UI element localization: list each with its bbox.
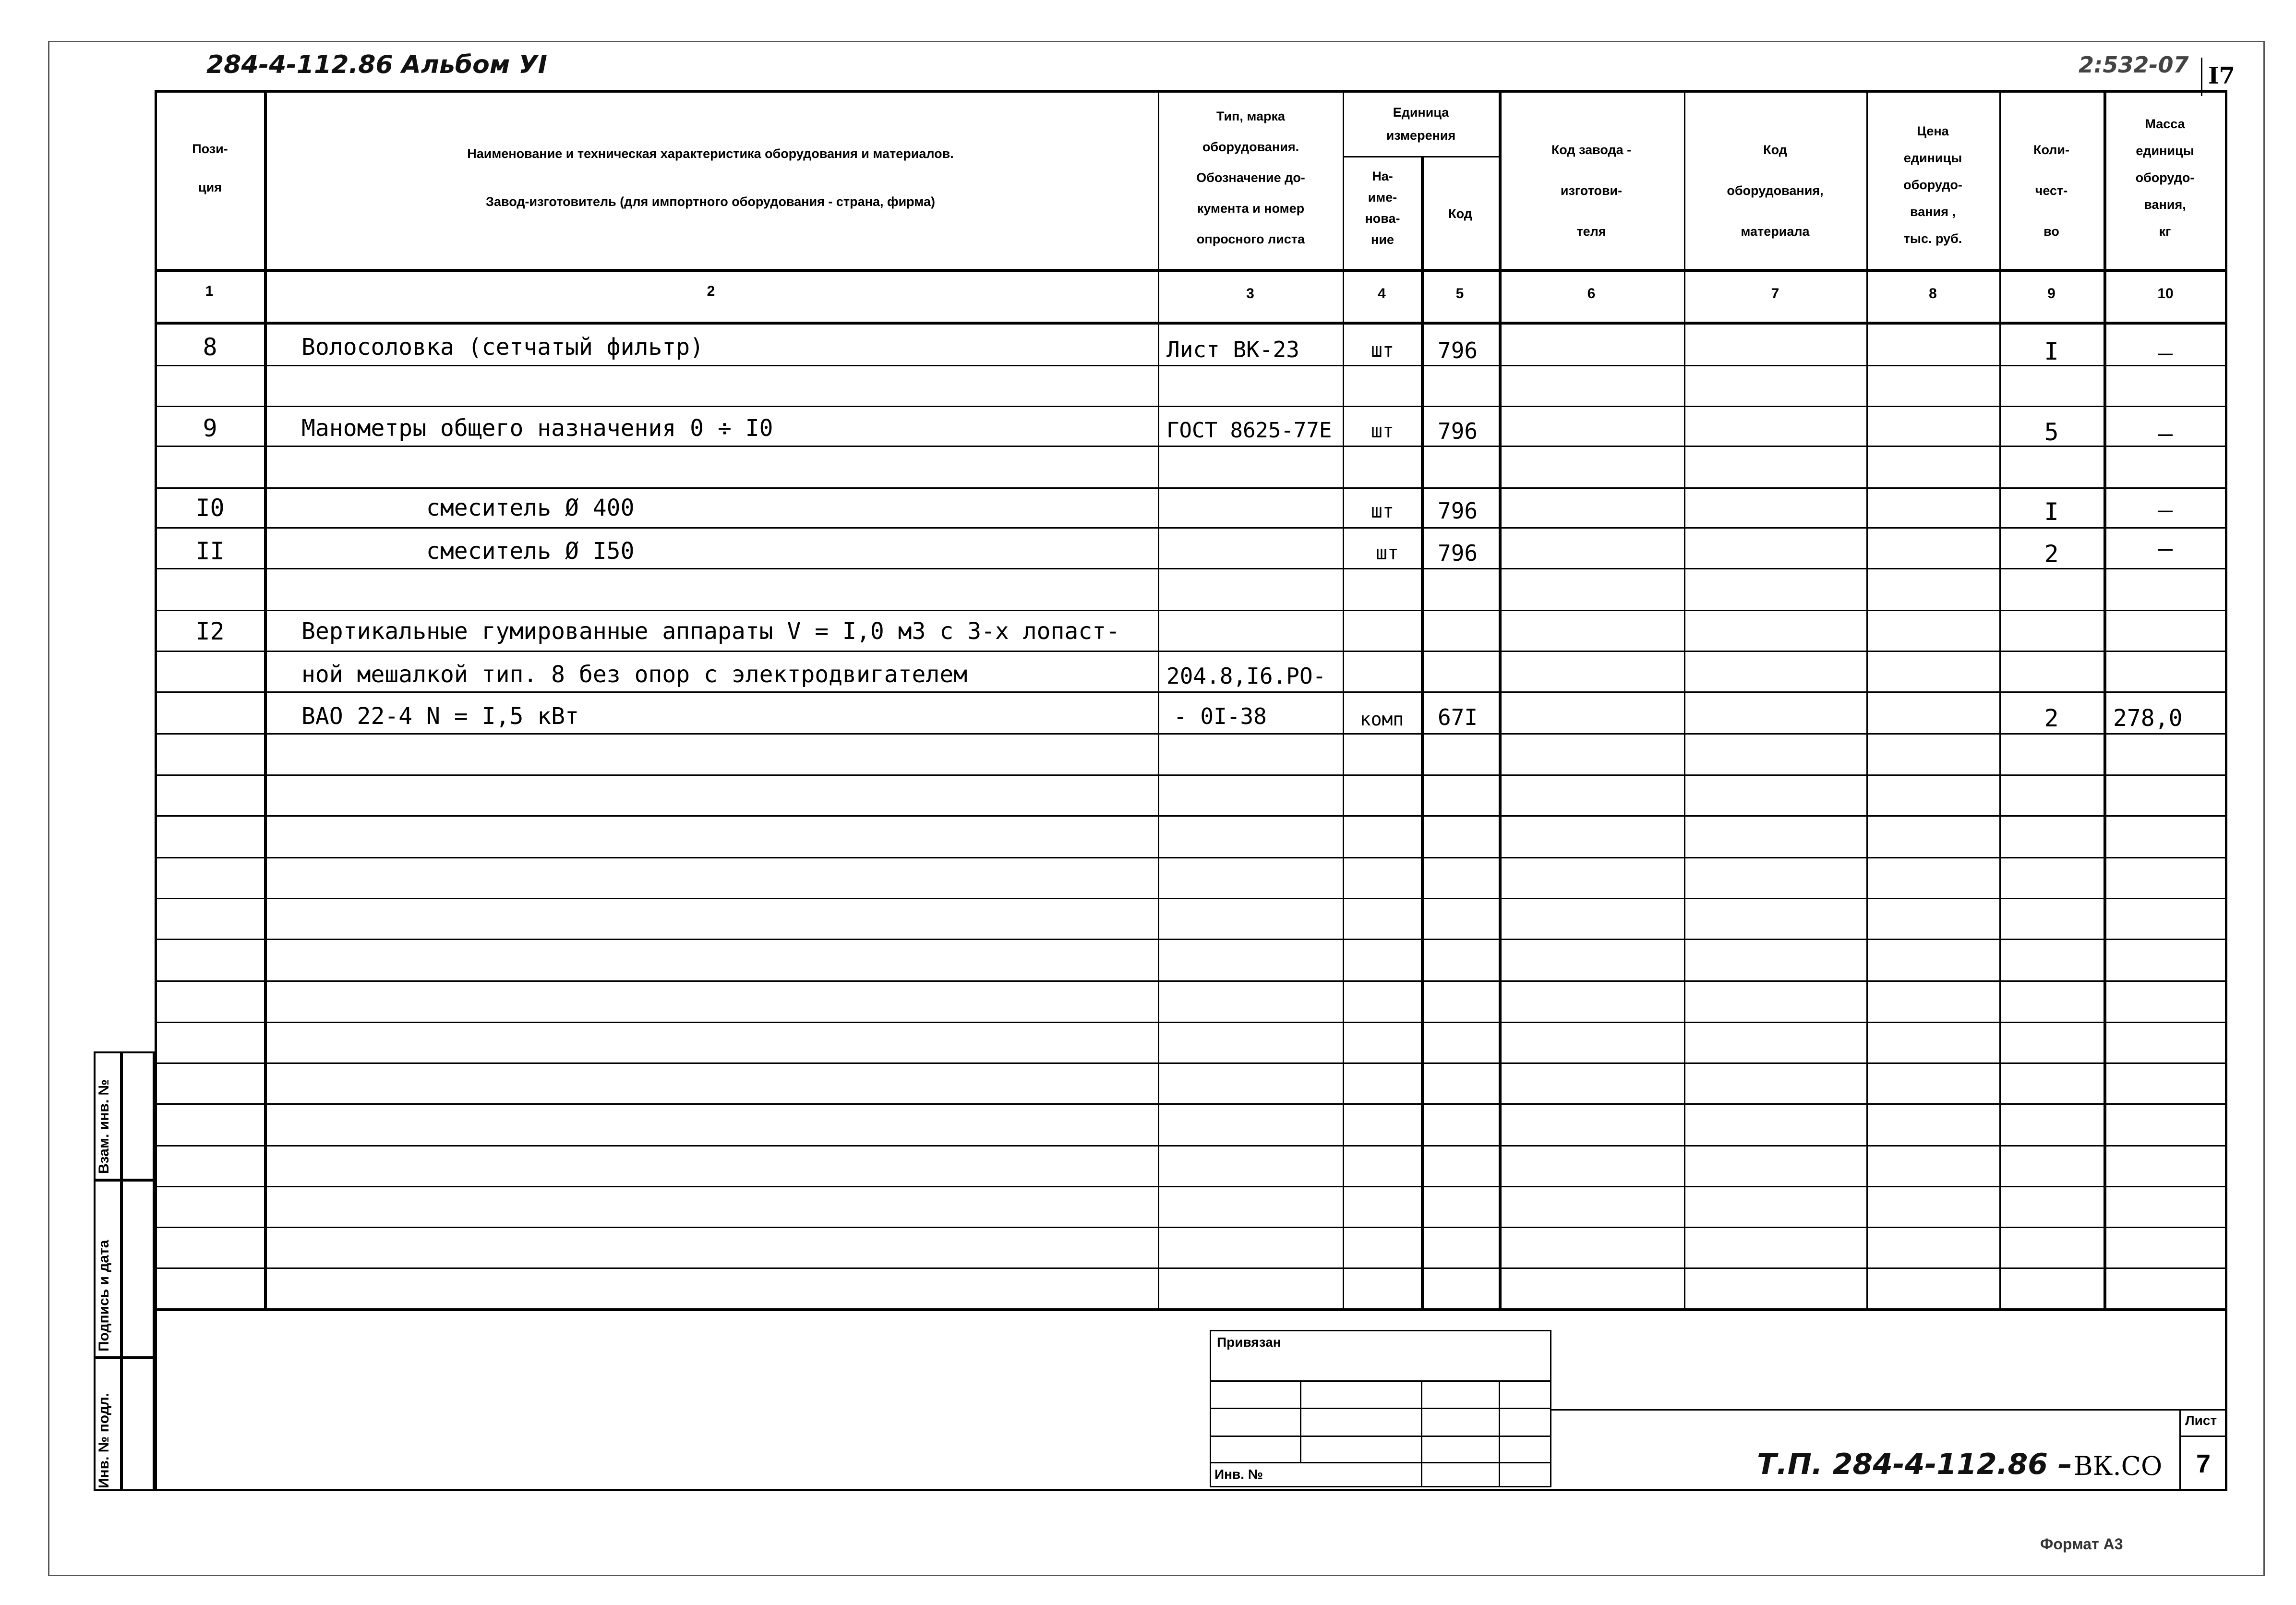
col-number-2: 2 [707,283,715,299]
table-row-qty: I [2044,498,2059,526]
col-number-6: 6 [1587,286,1596,302]
table-row-unit: шт [1370,420,1394,442]
table-row-mass: – [2158,420,2173,447]
header-factory-code: Код завода - изготови- теля [1551,143,1632,239]
table-row-line [155,774,2227,776]
stamp-designation: Т.П. 284-4-112.86 – [1757,1448,2072,1481]
header-name: Наименование и техническая характеристика оборудования и материалов. Завод-изготовитель (для импортного оборудования - страна, фирма) [467,146,954,209]
stamp-sheet-label: Лист [2185,1413,2217,1428]
table-row-code: 796 [1438,540,1478,566]
header-type: Тип, марка оборудования. Обозначение до- кумента и номер опросного листа [1196,109,1305,246]
table-row-line [155,691,2227,693]
table-row-name: ной мешалкой тип. 8 без опор с электродвигателем [301,661,968,688]
table-row-line [155,980,2227,982]
table-row-name: смеситель Ø I50 [426,538,635,565]
table-row-code: 796 [1438,418,1478,444]
col-number-10: 10 [2157,286,2174,302]
table-row-line [155,406,2227,407]
top-right-note: 2:532-07 [2079,52,2189,78]
col-number-9: 9 [2047,286,2056,302]
stamp-inv-no: Инв. № [1214,1467,1263,1482]
table-row-line [155,1267,2227,1269]
table-row-pos: I0 [195,494,225,522]
table-row-unit: шт [1375,542,1399,564]
header-price: Цена единицы оборудо- вания , тыс. руб. [1903,124,1962,246]
table-row-line [155,1103,2227,1105]
table-row-line [155,610,2227,611]
table-row-line [155,651,2227,652]
stamp-privyazan: Привязан [1217,1335,1281,1350]
col-number-4: 4 [1378,286,1386,302]
header-equipment-code: Код оборудования, материала [1727,143,1824,239]
table-row-line [155,815,2227,817]
col-number-3: 3 [1246,286,1254,302]
col-number-8: 8 [1929,286,1937,302]
table-row-qty: 2 [2044,540,2059,568]
stamp-designation-type: ВК.СО [2074,1451,2163,1481]
table-row-code: 67I [1438,704,1478,730]
table-row-unit: шт [1370,339,1394,362]
table-row-line [155,446,2227,447]
table-row-mass: — [2158,534,2173,562]
table-row-qty: 2 [2044,704,2059,732]
table-row-qty: I [2044,338,2059,365]
table-row-line [155,733,2227,735]
table-row-unit: шт [1370,500,1394,522]
table-row-name: Вертикальные гумированные аппараты V = I,0 м3 с 3-х лопаст- [301,618,1120,645]
table-row-pos: 8 [203,333,217,361]
table-row-doc: 204.8,I6.РО- [1166,663,1326,689]
page-corner-number: I7 [2208,62,2235,89]
table-row-line [155,939,2227,940]
table-row-unit: комп [1359,709,1404,730]
table-row-line [155,527,2227,529]
table-row-mass: — [2158,496,2173,524]
side-label-podpis: Подпись и дата [96,1240,112,1352]
stamp-sheet-number: 7 [2196,1449,2211,1478]
table-row-name: ВАО 22-4 N = I,5 кВт [301,703,579,730]
table-row-code: 796 [1438,338,1478,363]
table-row-line [155,1062,2227,1064]
table-row-name: Манометры общего назначения 0 ÷ I0 [301,415,773,442]
table-row-pos: 9 [203,414,217,442]
table-row-doc: Лист ВК-23 [1166,337,1299,362]
header-quantity: Коли- чест- во [2033,143,2070,239]
table-row-name: смеситель Ø 400 [426,495,635,521]
table-row-mass: – [2158,339,2173,367]
table-row-line [155,365,2227,366]
header-position: Пози- ция [192,142,228,194]
table-row-line [155,857,2227,858]
col-number-7: 7 [1771,286,1779,302]
col-number-5: 5 [1455,286,1464,302]
table-row-line [155,1145,2227,1146]
header-unit-name: На- име- нова- ние [1365,169,1400,247]
table-row-doc: - 0I-38 [1174,703,1267,729]
table-row-pos: I2 [195,617,225,645]
col-number-1: 1 [205,283,214,299]
table-row-name: Волосоловка (сетчатый фильтр) [301,334,704,361]
table-row-line [155,487,2227,489]
table-row-code: 796 [1438,498,1478,524]
table-row-line [155,1227,2227,1228]
header-unit-code: Код [1448,206,1472,221]
table-row-mass: 278,0 [2113,705,2183,732]
top-left-note: 284-4-112.86 Альбом УI [206,50,547,79]
table-row-pos: II [195,537,225,565]
table-row-doc: ГОСТ 8625-77Е [1166,418,1332,443]
table-row-line [155,1186,2227,1187]
table-row-qty: 5 [2044,418,2059,446]
format-label: Формат А3 [2040,1535,2123,1553]
table-row-line [155,568,2227,569]
side-label-vzam: Взам. инв. № [96,1079,112,1174]
table-row-line [155,1022,2227,1023]
header-mass: Масса единицы оборудо- вания, кг [2135,117,2195,239]
table-row-line [155,898,2227,899]
side-label-inv: Инв. № подл. [96,1392,112,1488]
header-unit: Единица измерения [1386,105,1456,143]
